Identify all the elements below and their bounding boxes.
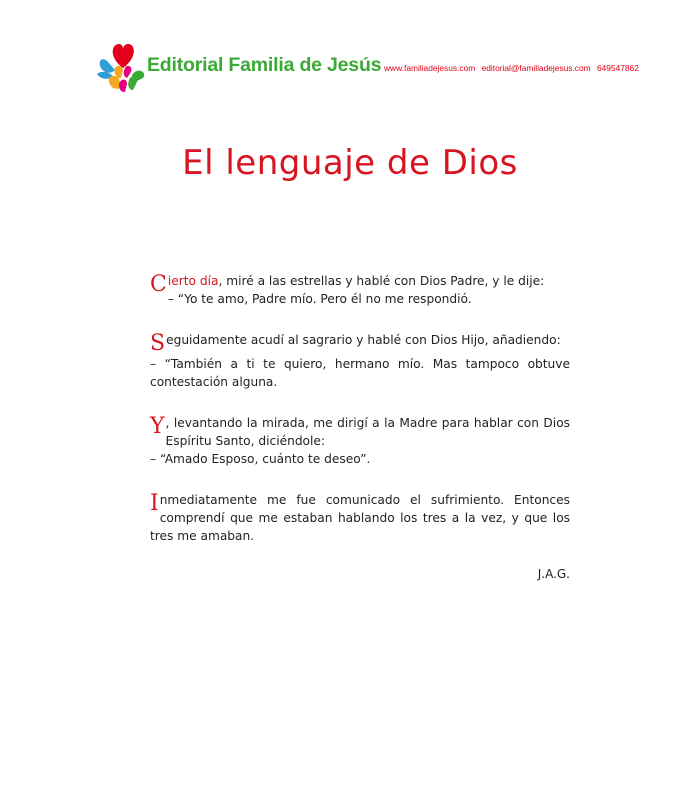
paragraph-line: , levantando la mirada, me dirigí a la Madre para hablar con Dios Espíritu Santo, diciéndole: [165,416,570,448]
paragraph-1 [150,272,570,308]
header [95,38,655,94]
paragraph-3 [150,414,570,468]
paragraph-4 [150,491,570,545]
dialogue-line: – “También a ti te quiero, hermano mío. Mas tampoco obtuve contestación alguna. [150,357,570,389]
paragraph-line: eguidamente acudí al sagrario y hablé con Dios Hijo, añadiendo: [166,333,561,347]
dialogue-line: – “Amado Esposo, cuánto te deseo”. [150,452,371,466]
website-link[interactable]: www.familiadejesus.com [384,63,476,73]
dropcap: S [150,331,166,356]
dropcap: C [150,272,167,297]
line-text: , miré a las estrellas y hablé con Dios Padre, y le dije: [218,274,545,288]
brand-name: Editorial Familia de Jesús [147,54,382,76]
dropcap: I [150,491,159,516]
signature: J.A.G. [537,567,570,581]
phone-number: 649547862 [596,63,639,73]
paragraph-2 [150,331,570,391]
dropcap: Y [150,414,165,439]
paragraph-line [150,272,570,290]
family-hands-heart-logo [95,38,151,94]
dialogue-line: – “Yo te amo, Padre mío. Pero él no me respondió. [167,292,472,306]
page-title: El lenguaje de Dios [182,143,518,183]
lead-phrase: ierto día [167,274,219,288]
email-link[interactable]: editorial@familiadejesus.com [481,63,591,73]
paragraph-line: nmediatamente me fue comunicado el sufrimiento. Entonces comprendí que me estaban hablando los tres a la vez, y que los tres me amaban. [150,493,570,543]
contact-info [384,63,643,73]
poem-body [150,272,570,545]
